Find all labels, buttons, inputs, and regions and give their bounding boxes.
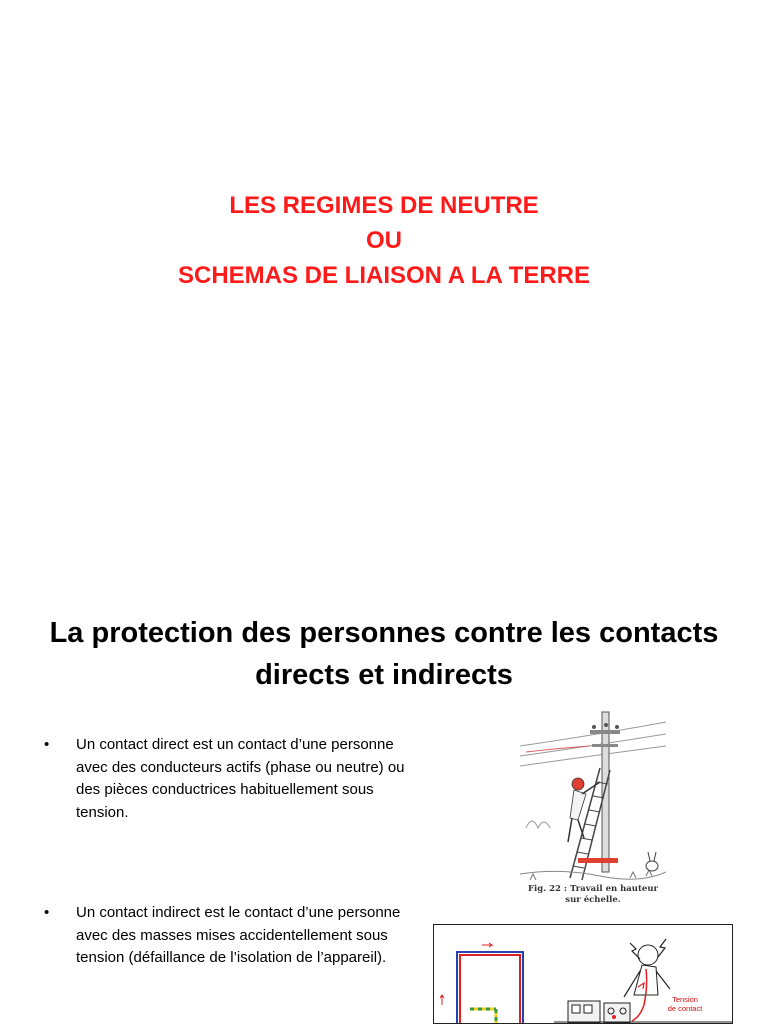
caption-line-1: Fig. 22 : Travail en hauteur <box>528 884 658 894</box>
title-line-1: LES REGIMES DE NEUTRE <box>229 192 539 219</box>
indirect-contact-diagram <box>433 924 733 1024</box>
title-line-2: OU <box>366 227 402 254</box>
bullet-text: Un contact direct est un contact d’une personne avec des conducteurs actifs (phase ou neutre) ou des pièces conductrices habituellement sous tension. <box>76 736 405 821</box>
ladder-pole-drawing <box>520 708 666 884</box>
label-line-1: Tension <box>672 995 698 1004</box>
bullet-dot: • <box>44 736 50 753</box>
bullet-text: Un contact indirect est le contact d’une personne avec des masses mises accidentellement sous tension (défaillance de l’isolation de l’appareil). <box>76 904 401 966</box>
contact-voltage-label <box>660 995 710 1013</box>
slide-2 <box>0 512 768 1024</box>
label-line-2: de contact <box>667 1004 703 1013</box>
figure-caption <box>520 884 666 906</box>
bullet-dot: • <box>44 904 50 921</box>
bullet-indirect-contact <box>44 902 414 970</box>
slide-1-title <box>0 188 768 293</box>
caption-line-2: sur échelle. <box>565 895 621 905</box>
title-line-3: SCHEMAS DE LIAISON A LA TERRE <box>177 262 591 289</box>
bullet-direct-contact <box>44 734 414 824</box>
title-line-1: La protection des personnes contre les contacts <box>49 617 719 649</box>
ladder-work-illustration <box>520 708 666 906</box>
slide-2-title <box>20 612 748 696</box>
title-line-2: directs et indirects <box>255 659 513 691</box>
